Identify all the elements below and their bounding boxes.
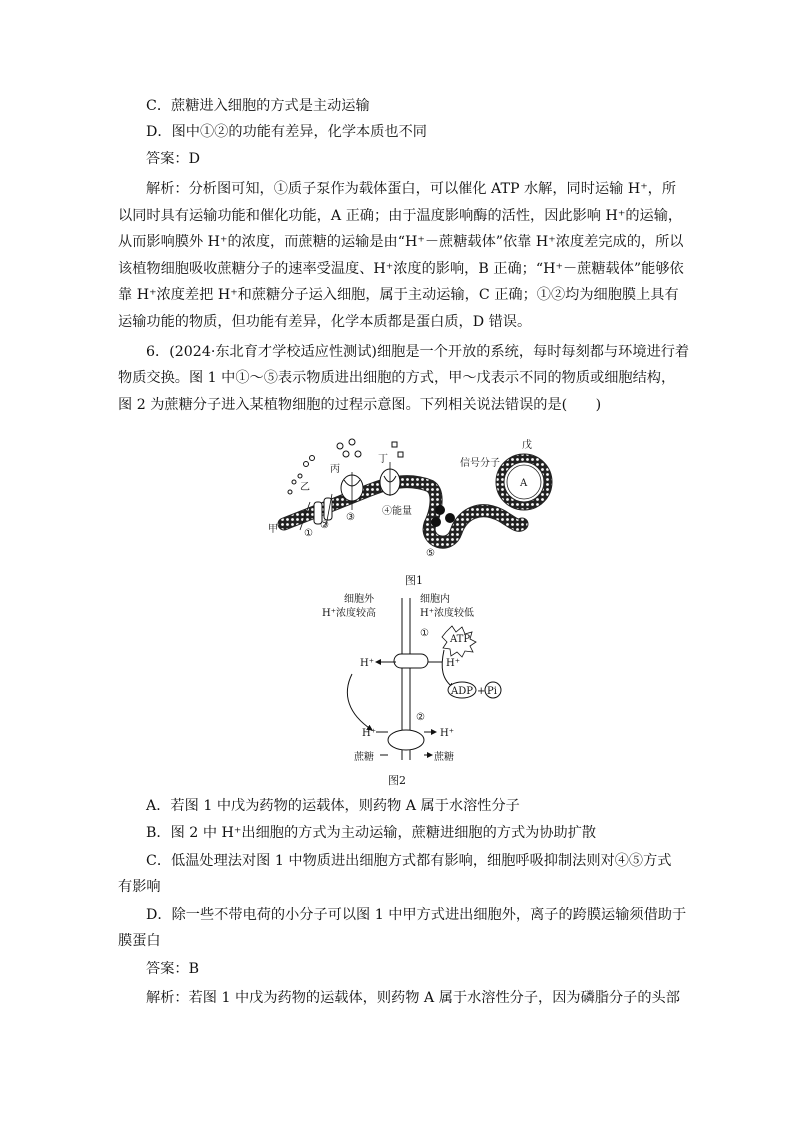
- label-energy: ④能量: [382, 506, 412, 517]
- option-c-prev: C．蔗糖进入细胞的方式是主动运输: [146, 98, 370, 114]
- analysis-line-2: 以同时具有运输功能和催化功能，A 正确；由于温度影响酶的活性，因此影响 H⁺的运输，: [118, 208, 683, 224]
- inside-title: 细胞内: [420, 594, 450, 605]
- label-1: ①: [304, 528, 313, 539]
- label-bing: 丙: [330, 464, 340, 475]
- question-6-line-2: 物质交换。图 1 中①～⑤表示物质进出细胞的方式，甲～戊表示不同的物质或细胞结构，: [118, 370, 676, 386]
- analysis-line-1: 解析：分析图可知，①质子泵作为载体蛋白，可以催化 ATP 水解，同时运输 H⁺，所: [146, 181, 677, 197]
- label-plus: +: [477, 686, 486, 697]
- analysis-line-6: 运输功能的物质，但功能有差异，化学本质都是蛋白质，D 错误。: [118, 314, 532, 330]
- label-3: ③: [346, 512, 355, 523]
- label-yi: 乙: [300, 482, 310, 493]
- label-pi: Pi: [487, 686, 497, 697]
- outside-title: 细胞外: [344, 594, 374, 605]
- option-d-prev: D．图中①②的功能有差异，化学本质也不同: [146, 124, 427, 140]
- label-5: ⑤: [426, 548, 435, 559]
- option-a: A．若图 1 中戊为药物的运载体，则药物 A 属于水溶性分子: [146, 798, 520, 814]
- label-n2: ②: [416, 712, 425, 723]
- label-h-out2: H⁺: [362, 728, 376, 739]
- question-6-line-3: 图 2 为蔗糖分子进入某植物细胞的过程示意图。下列相关说法错误的是( ): [118, 397, 602, 413]
- figure-1-caption: 图1: [405, 574, 423, 587]
- option-d-line-2: 膜蛋白: [118, 933, 161, 949]
- proton-pump: [394, 654, 428, 668]
- answer-prev: 答案：D: [146, 151, 200, 167]
- label-sucrose-in: 蔗糖: [434, 752, 454, 763]
- analysis-line: 解析：若图 1 中戊为药物的运载体，则药物 A 属于水溶性分子，因为磷脂分子的头部: [146, 990, 680, 1006]
- label-ding: 丁: [378, 454, 388, 465]
- label-adp: ADP: [451, 686, 473, 697]
- question-6-line-1: 6．(2024·东北育才学校适应性测试)细胞是一个开放的系统，每时每刻都与环境进行着: [146, 344, 690, 360]
- option-c-line-1: C．低温处理法对图 1 中物质进出细胞方式都有影响，细胞呼吸抑制法则对④⑤方式: [146, 853, 672, 869]
- label-signal: 信号分子: [460, 458, 500, 469]
- answer: 答案：B: [146, 961, 199, 977]
- figure-1-membrane-transport: [260, 432, 560, 562]
- option-c-line-2: 有影响: [118, 879, 161, 895]
- figure-2-caption: 图2: [388, 774, 406, 787]
- sucrose-cotransporter: [388, 730, 424, 750]
- label-jia: 甲: [268, 524, 278, 535]
- analysis-line-5: 靠 H⁺浓度差把 H⁺和蔗糖分子运入细胞，属于主动运输，C 正确；①②均为细胞膜上具有: [118, 287, 679, 303]
- figure-2-sucrose-transport: [316, 590, 516, 768]
- label-atp: ATP: [450, 634, 471, 645]
- label-a: A: [520, 478, 528, 489]
- analysis-line-3: 从而影响膜外 H⁺的浓度，而蔗糖的运输是由“H⁺－蔗糖载体”依靠 H⁺浓度差完成的，所以: [118, 234, 684, 250]
- label-sucrose-out: 蔗糖: [354, 752, 374, 763]
- outside-sub: H⁺浓度较高: [322, 608, 376, 619]
- label-wu: 戊: [522, 440, 532, 451]
- label-2: ②: [320, 520, 329, 531]
- option-d-line-1: D．除一些不带电荷的小分子可以图 1 中甲方式进出细胞外，离子的跨膜运输须借助于: [146, 907, 687, 923]
- endocytosis-particle: [435, 505, 445, 515]
- label-n1: ①: [420, 628, 429, 639]
- label-h-out: H⁺: [360, 658, 374, 669]
- label-h-in2: H⁺: [440, 728, 454, 739]
- label-h-in: H⁺: [446, 658, 460, 669]
- option-b: B．图 2 中 H⁺出细胞的方式为主动运输，蔗糖进细胞的方式为协助扩散: [146, 825, 597, 841]
- inside-sub: H⁺浓度较低: [420, 608, 474, 619]
- analysis-line-4: 该植物细胞吸收蔗糖分子的速率受温度、H⁺浓度的影响，B 正确；“H⁺－蔗糖载体”能够依: [118, 261, 684, 277]
